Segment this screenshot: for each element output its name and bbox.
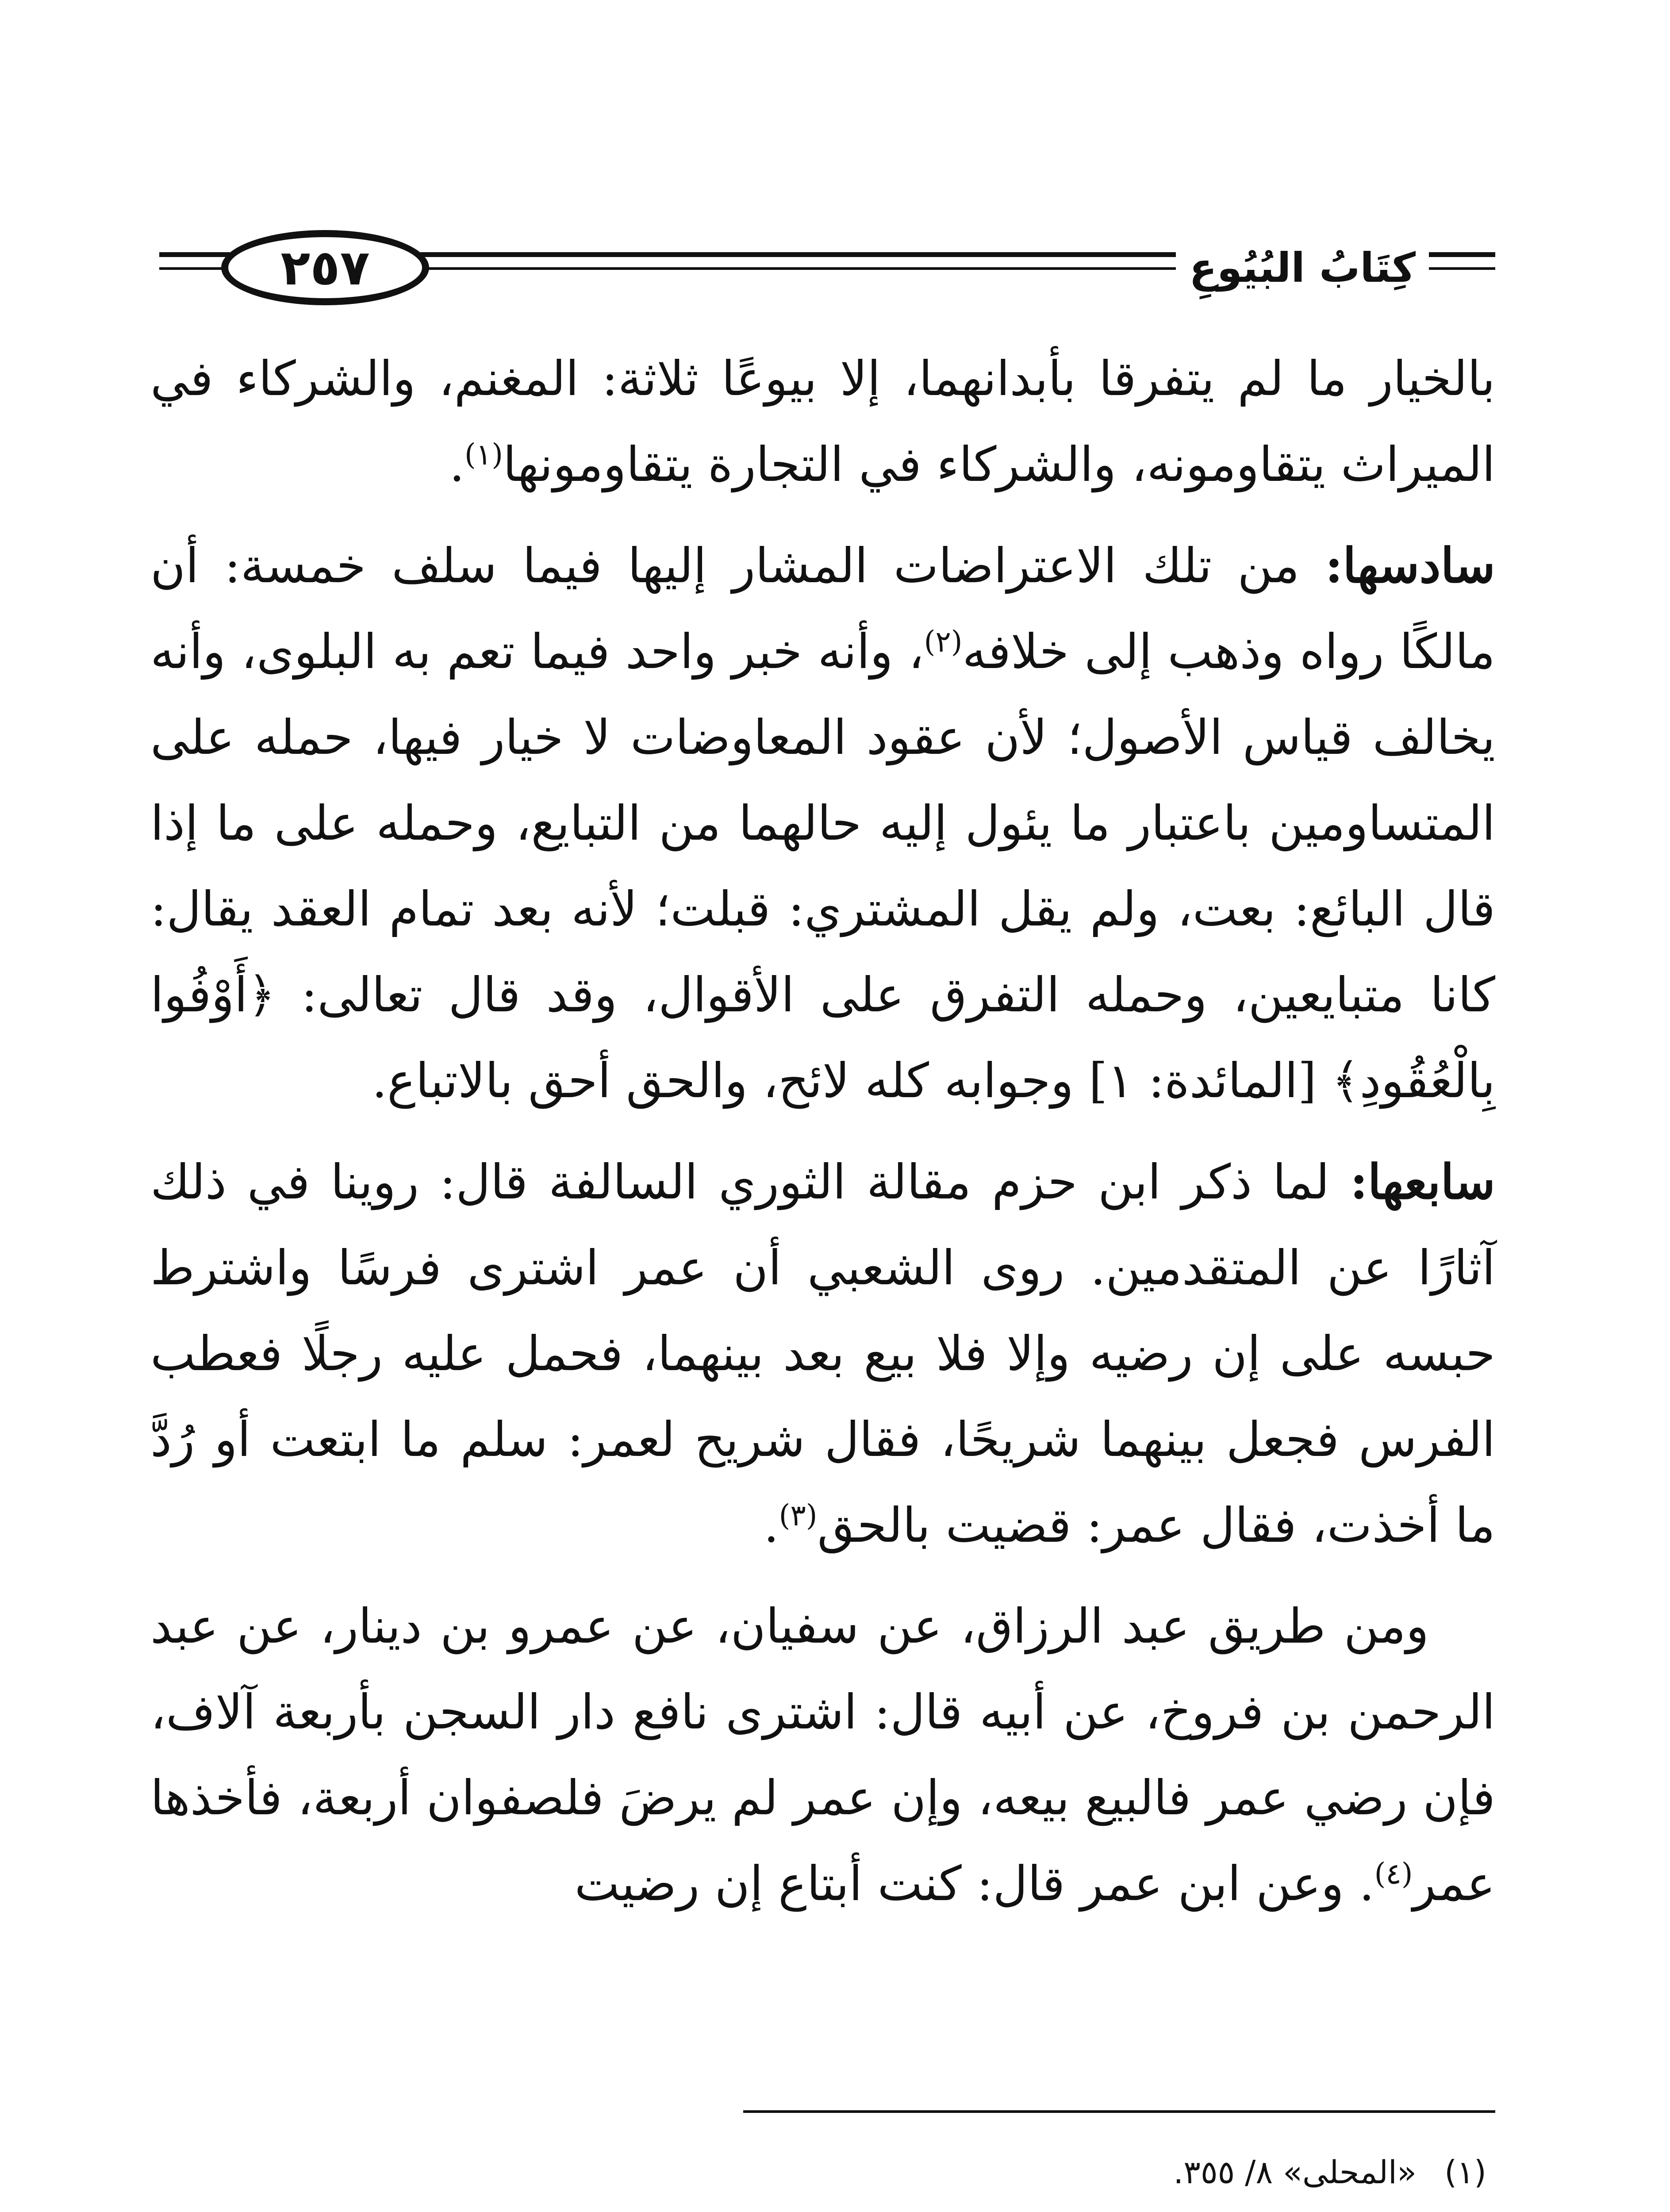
header-rule-left bbox=[159, 252, 230, 257]
footnote-text bbox=[1017, 2203, 1417, 2212]
page-number: ٢٥٧ bbox=[280, 239, 370, 296]
paragraph-tail: . وعن ابن عمر قال: كنت أبتاع إن رضيت bbox=[574, 1856, 1374, 1912]
footnote-reference: (٢) bbox=[924, 625, 963, 659]
paragraph bbox=[150, 336, 1495, 508]
page-header bbox=[159, 221, 1495, 310]
footnote-number bbox=[1438, 2203, 1486, 2212]
main-text bbox=[150, 336, 1495, 1942]
footnote bbox=[531, 2141, 1486, 2203]
paragraph bbox=[150, 1139, 1495, 1569]
header-rule-left-thin bbox=[159, 267, 230, 270]
paragraph-text: من تلك الاعتراضات المشار إليها فيما سلف خمسة: أن مالكًا رواه وذهب إلى خلافه bbox=[150, 538, 1495, 680]
section-lead: سادسها: bbox=[1325, 538, 1495, 594]
paragraph-tail: . bbox=[449, 437, 465, 492]
paragraph-text: ومن طريق عبد الرزاق، عن سفيان، عن عمرو بن دينار، عن عبد الرحمن بن فروخ، عن أبيه قال: اشترى نافع دار السجن بأربعة آلاف، فإن رضي عمر فالبيع بيعه، وإن عمر لم يرضَ فلصفوان أربعة، فأخذها عمر bbox=[150, 1599, 1495, 1912]
footnote-separator bbox=[743, 2110, 1495, 2113]
footnote-reference: (٣) bbox=[779, 1498, 818, 1532]
footnote-number: (١) bbox=[1444, 2154, 1486, 2191]
footnote-reference: (٤) bbox=[1374, 1857, 1413, 1891]
footnote bbox=[531, 2203, 1486, 2212]
running-title: كِتَابُ البُيُوعِ bbox=[1176, 248, 1429, 288]
footnote-text: «المحلى» ٨/ ٣٥٥. bbox=[1173, 2154, 1417, 2191]
paragraph bbox=[150, 523, 1495, 1124]
footnotes bbox=[531, 2141, 1486, 2212]
paragraph-tail: . bbox=[764, 1498, 779, 1553]
paragraph-text: لما ذكر ابن حزم مقالة الثوري السالفة قال: روينا في ذلك آثارًا عن المتقدمين. روى الشعبي أن عمر اشترى فرسًا واشترط حبسه على إن رضيه وإلا فلا بيع بعد بينهما، فحمل عليه رجلًا فعطب الفرس فجعل بينهما شريحًا، فقال شريح لعمر: سلم ما ابتعت أو رُدَّ ما أخذت، فقال عمر: قضيت بالحق bbox=[150, 1155, 1495, 1553]
footnote-reference: (١) bbox=[465, 438, 503, 472]
paragraph bbox=[150, 1584, 1495, 1927]
paragraph-text: بالخيار ما لم يتفرقا بأبدانهما، إلا بيوعًا ثلاثة: المغنم، والشركاء في الميراث يتقاومونه، والشركاء في التجارة يتقاومونها bbox=[150, 351, 1495, 492]
paragraph-tail: ، وأنه خبر واحد فيما تعم به البلوى، وأنه يخالف قياس الأصول؛ لأن عقود المعاوضات لا خيار فيها، حمله على المتساومين باعتبار ما يئول إليه حالهما من التبايع، وحمله على ما إذا قال البائع: بعت، ولم يقل المشتري: قبلت؛ لأنه بعد تمام العقد يقال: كانا متبايعين، وحمله التفرق على الأقوال، وقد قال تعالى: ﴿أَوْفُوا بِالْعُقُودِ﴾ [المائدة: ١] وجوابه كله لائح، والحق أحق بالاتباع. bbox=[150, 624, 1495, 1109]
page-number-badge bbox=[221, 230, 429, 305]
section-lead: سابعها: bbox=[1350, 1154, 1495, 1210]
